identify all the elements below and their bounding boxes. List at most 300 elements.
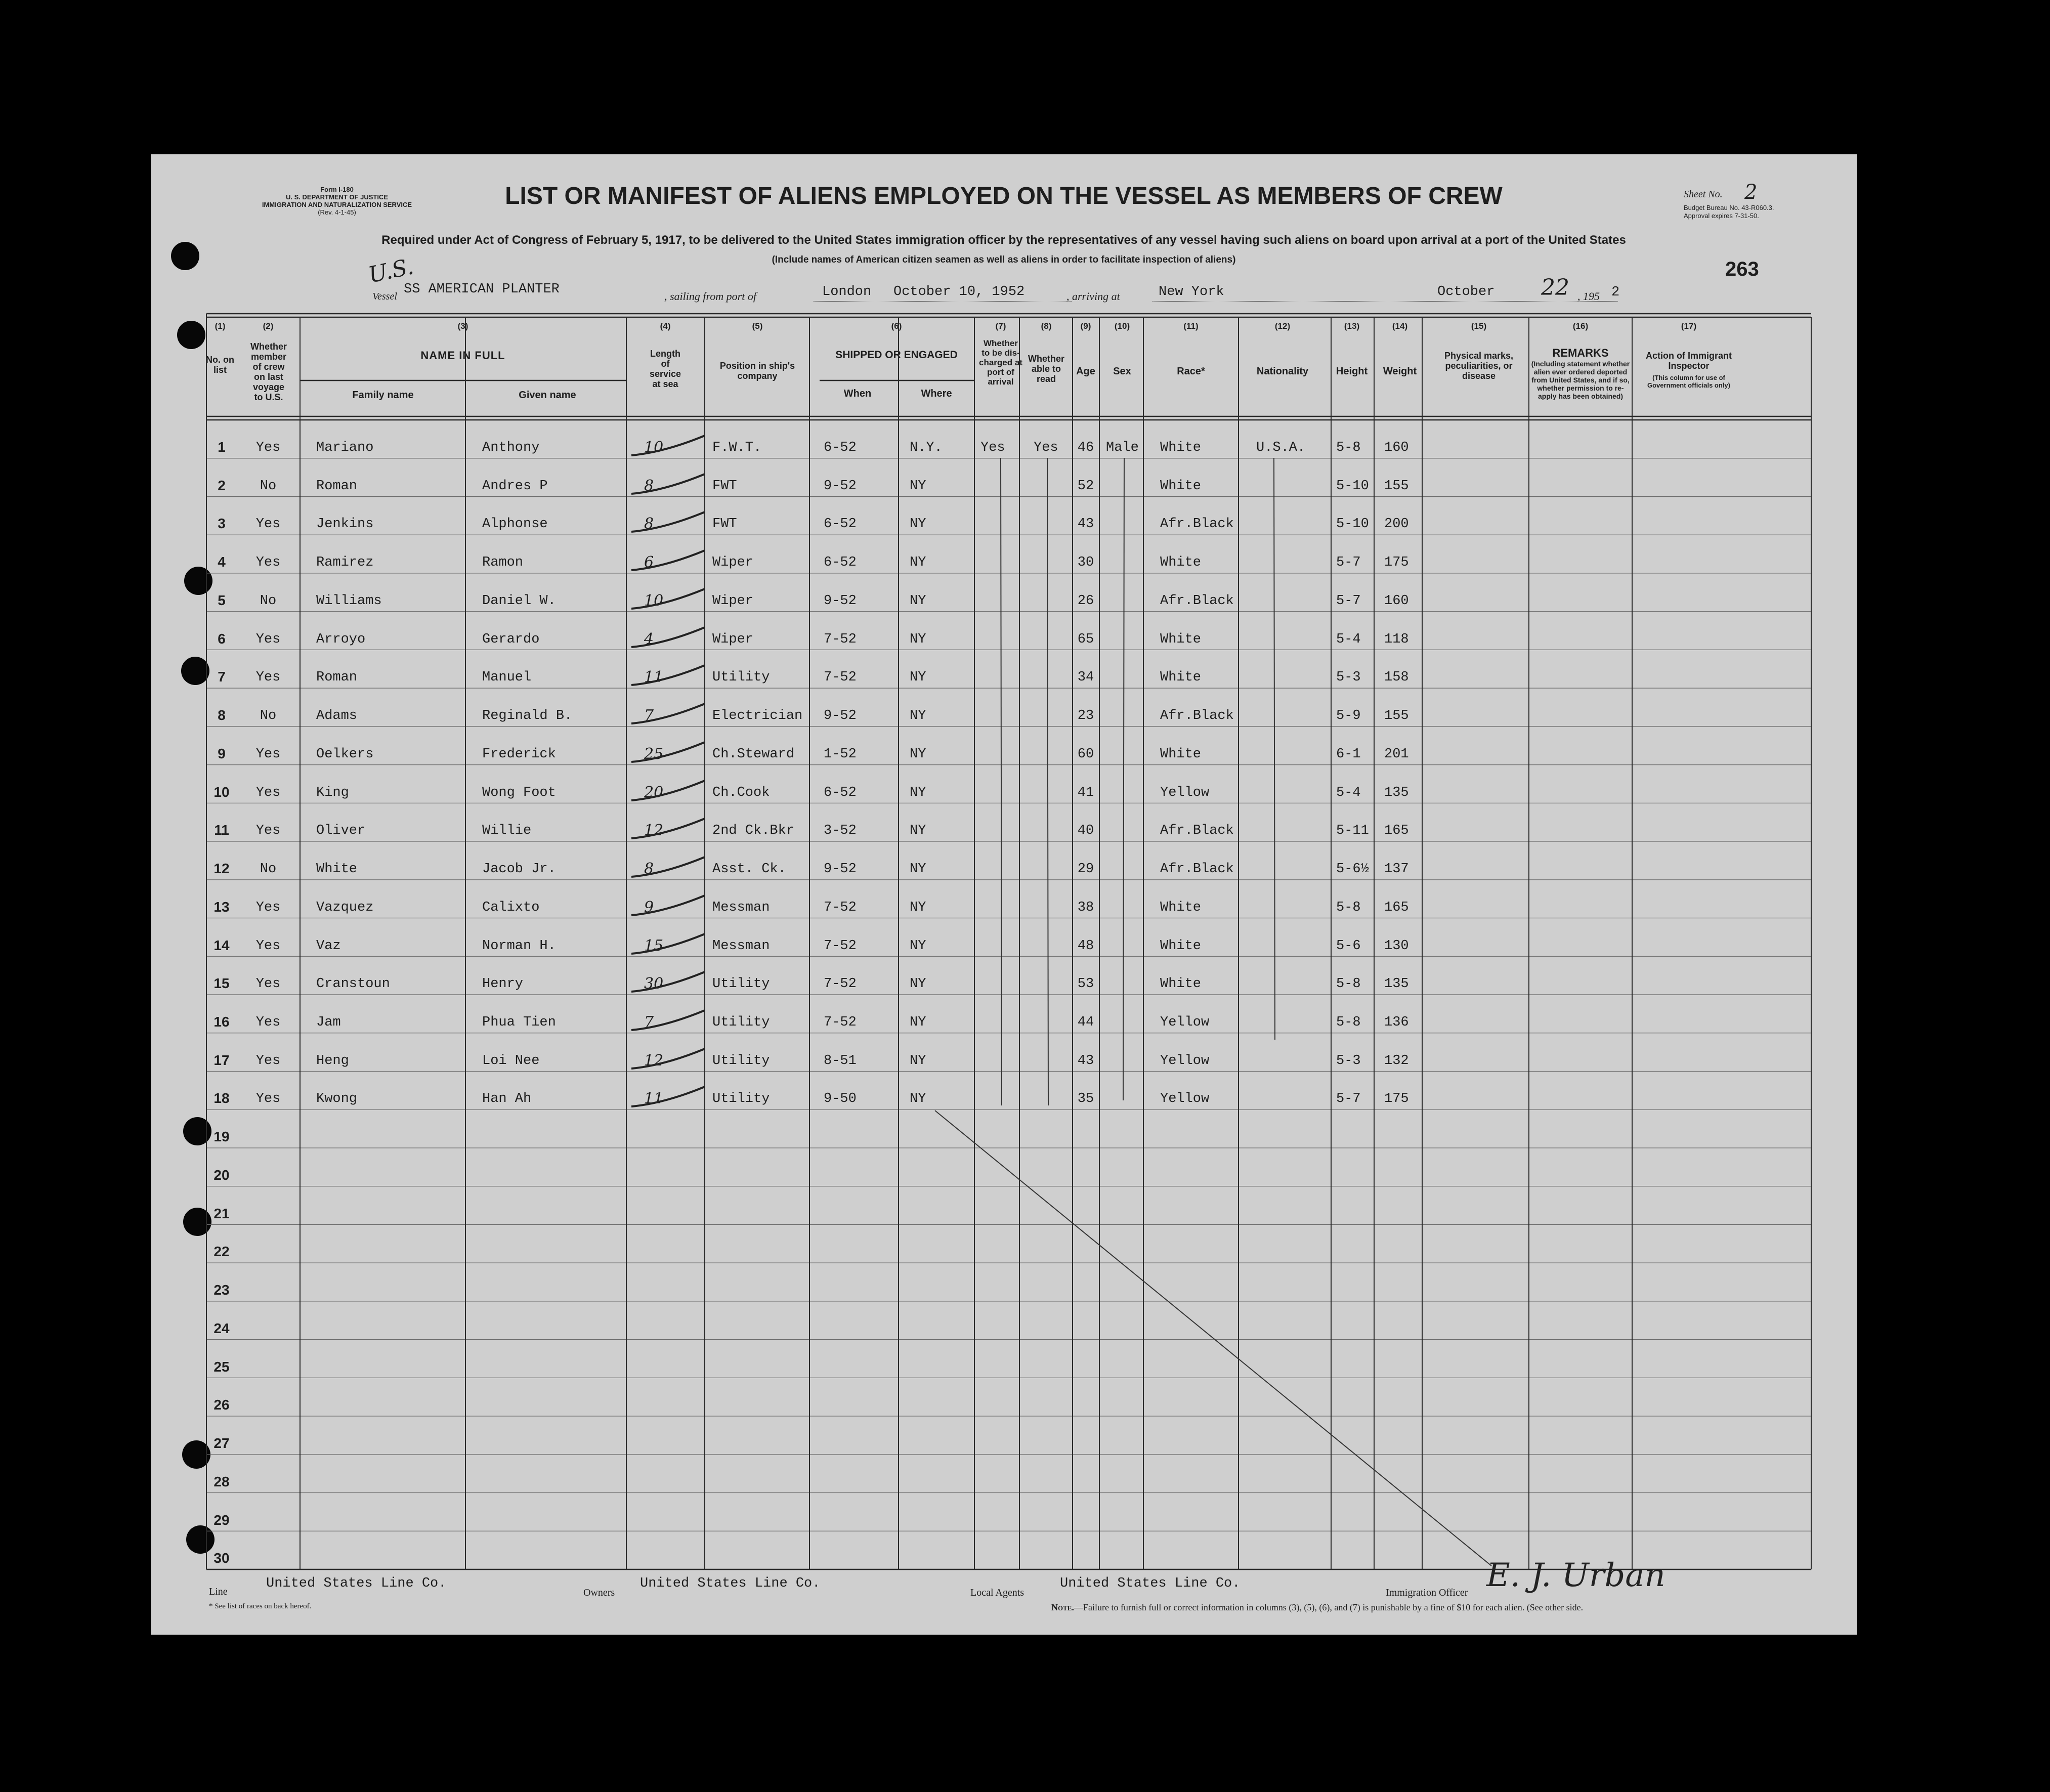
- line-label: Line: [209, 1586, 228, 1597]
- cell-last-voyage: Yes: [255, 631, 281, 647]
- cell-service-length: 10: [644, 439, 664, 456]
- cell-shipped-when: 7-52: [824, 670, 857, 686]
- form-subtitle: Required under Act of Congress of February 5, 1917, to be delivered to the United States immigration officer by the representatives of any vessel having such aliens on board upon arrival at a port of the United States: [381, 233, 1626, 247]
- cell-position: FWT: [712, 478, 737, 494]
- form-subtitle-note: (Include names of American citizen seamen as well as aliens in order to facilitate inspection of aliens): [772, 254, 1236, 265]
- vessel-prefix-handwritten: U.S.: [366, 253, 416, 288]
- cell-position: Utility: [712, 1091, 770, 1107]
- cell-race: Afr.Black: [1160, 862, 1234, 877]
- check-mark: [629, 778, 710, 803]
- row-number: 5: [218, 592, 226, 608]
- cell-last-voyage: Yes: [255, 976, 281, 992]
- cell-age: 40: [1077, 823, 1094, 839]
- cell-position: Wiper: [712, 555, 754, 571]
- col-num: (14): [1392, 321, 1408, 331]
- cell-last-voyage: Yes: [255, 440, 281, 455]
- cell-given-name: Frederick: [482, 746, 556, 762]
- row-number: 11: [214, 822, 229, 838]
- year-prefix: , 195: [1577, 290, 1600, 303]
- cell-height: 6-1: [1336, 746, 1361, 762]
- cell-height: 5-3: [1336, 1053, 1361, 1069]
- cell-shipped-where: NY: [910, 593, 926, 609]
- port-from: London: [822, 284, 872, 300]
- cell-race: White: [1160, 440, 1202, 455]
- sheet-number: 2: [1744, 181, 1758, 204]
- cell-weight: 155: [1384, 708, 1409, 724]
- vessel-name: SS AMERICAN PLANTER: [404, 282, 560, 297]
- cell-shipped-when: 1-52: [824, 746, 857, 762]
- cell-service-length: 20: [644, 783, 664, 801]
- row-number: 30: [213, 1550, 230, 1566]
- cell-last-voyage: No: [260, 478, 277, 494]
- cell-position: Ch.Cook: [712, 785, 770, 800]
- cell-race: Afr.Black: [1160, 708, 1234, 724]
- cell-weight: 137: [1384, 862, 1409, 877]
- cell-shipped-where: NY: [910, 976, 926, 992]
- cell-position: Utility: [712, 1053, 770, 1069]
- cell-given-name: Han Ah: [482, 1091, 532, 1107]
- cell-shipped-when: 6-52: [824, 440, 857, 455]
- cell-race: Yellow: [1160, 1091, 1210, 1107]
- cell-position: Messman: [712, 900, 770, 915]
- cell-service-length: 12: [644, 1051, 664, 1070]
- port-to: New York: [1159, 284, 1224, 300]
- note-label: Note.: [1051, 1602, 1074, 1612]
- cell-service-length: 9: [644, 898, 654, 916]
- cell-age: 30: [1077, 555, 1094, 571]
- cell-last-voyage: No: [260, 862, 277, 877]
- cell-service-length: 8: [644, 477, 654, 495]
- row-number: 15: [213, 975, 230, 992]
- cell-race: Afr.Black: [1160, 823, 1234, 839]
- row-number: 26: [213, 1397, 230, 1413]
- cell-shipped-where: NY: [910, 862, 926, 877]
- cell-weight: 135: [1384, 785, 1409, 800]
- cell-race: White: [1160, 976, 1202, 992]
- cell-service-length: 7: [644, 707, 654, 725]
- department: U. S. DEPARTMENT OF JUSTICE: [286, 193, 388, 201]
- cell-sex: Male: [1106, 440, 1139, 455]
- form-title: LIST OR MANIFEST OF ALIENS EMPLOYED ON THE VESSEL AS MEMBERS OF CREW: [505, 183, 1503, 209]
- header-nationality: Nationality: [1256, 366, 1309, 377]
- header-given-name: Given name: [519, 390, 576, 401]
- row-number: 18: [213, 1090, 230, 1106]
- cell-age: 23: [1077, 708, 1094, 724]
- cell-shipped-when: 9-52: [824, 862, 857, 877]
- check-mark: [629, 1008, 710, 1033]
- cell-service-length: 10: [644, 591, 664, 610]
- cell-service-length: 25: [644, 745, 664, 763]
- col-num: (16): [1572, 321, 1589, 331]
- cell-race: Afr.Black: [1160, 517, 1234, 532]
- cell-age: 26: [1077, 593, 1094, 609]
- row-number: 25: [213, 1358, 230, 1375]
- cell-weight: 200: [1384, 517, 1409, 532]
- cell-position: Messman: [712, 938, 770, 954]
- cell-age: 43: [1077, 517, 1094, 532]
- row-number: 29: [213, 1512, 230, 1528]
- row-number: 20: [213, 1167, 230, 1183]
- cell-family-name: White: [316, 862, 358, 877]
- row-number: 9: [218, 745, 226, 761]
- row-number: 24: [213, 1320, 230, 1336]
- cell-shipped-when: 9-52: [824, 708, 857, 724]
- header-where: Where: [921, 388, 952, 399]
- cell-family-name: Roman: [316, 478, 358, 494]
- cell-shipped-where: NY: [910, 1053, 926, 1069]
- cell-race: Yellow: [1160, 785, 1210, 800]
- cell-last-voyage: Yes: [255, 938, 281, 954]
- cell-shipped-where: NY: [910, 708, 926, 724]
- cell-age: 38: [1077, 900, 1094, 915]
- cell-shipped-where: NY: [910, 517, 926, 532]
- officer-signature: E. J. Urban: [1486, 1557, 1665, 1594]
- cell-position: FWT: [712, 517, 737, 532]
- row-number: 19: [213, 1129, 230, 1145]
- check-mark: [629, 1046, 710, 1072]
- manifest-page: [151, 154, 1857, 1635]
- check-mark: [629, 701, 710, 727]
- cell-race: White: [1160, 938, 1202, 954]
- year-digit: 2: [1611, 285, 1620, 300]
- cell-height: 5-11: [1336, 823, 1369, 839]
- cell-race: White: [1160, 478, 1202, 494]
- cell-family-name: Cranstoun: [316, 976, 390, 992]
- cell-shipped-when: 6-52: [824, 517, 857, 532]
- cell-age: 48: [1077, 938, 1094, 954]
- cell-weight: 175: [1384, 1091, 1409, 1107]
- header-family-name: Family name: [352, 390, 414, 401]
- row-number: 17: [213, 1052, 230, 1068]
- cell-last-voyage: Yes: [255, 517, 281, 532]
- cell-position: Utility: [712, 670, 770, 686]
- cell-given-name: Norman H.: [482, 938, 556, 954]
- cell-given-name: Jacob Jr.: [482, 862, 556, 877]
- header-action: Action of Immigrant Inspector: [1646, 351, 1732, 371]
- cell-shipped-when: 9-50: [824, 1091, 857, 1107]
- cell-last-voyage: Yes: [255, 900, 281, 915]
- check-mark: [629, 433, 710, 458]
- row-number: 22: [213, 1244, 230, 1260]
- cell-position: Wiper: [712, 593, 754, 609]
- cell-shipped-when: 8-51: [824, 1053, 857, 1069]
- col-num: (15): [1471, 321, 1487, 331]
- cell-last-voyage: Yes: [255, 1091, 281, 1107]
- cell-nationality: U.S.A.: [1256, 440, 1306, 455]
- cell-height: 5-8: [1336, 1015, 1361, 1030]
- cell-family-name: King: [316, 785, 349, 800]
- date-from: October 10, 1952: [893, 284, 1025, 300]
- cell-weight: 165: [1384, 823, 1409, 839]
- cell-last-voyage: Yes: [255, 1015, 281, 1030]
- agents-label: Local Agents: [970, 1587, 1024, 1598]
- cell-service-length: 12: [644, 822, 664, 840]
- cell-discharged: Yes: [980, 440, 1005, 455]
- cell-shipped-where: NY: [910, 670, 926, 686]
- col-num: (4): [660, 321, 671, 331]
- cell-shipped-when: 6-52: [824, 785, 857, 800]
- cell-shipped-where: NY: [910, 900, 926, 915]
- row-number: 28: [213, 1473, 230, 1489]
- agents-value: United States Line Co.: [1060, 1576, 1241, 1591]
- row-number: 1: [218, 439, 226, 455]
- cell-race: Afr.Black: [1160, 593, 1234, 609]
- cell-family-name: Vazquez: [316, 900, 374, 915]
- header-no-on-list: No. on list: [206, 355, 234, 375]
- cell-given-name: Daniel W.: [482, 593, 556, 609]
- cell-age: 60: [1077, 746, 1094, 762]
- owners-value: United States Line Co.: [640, 1576, 821, 1591]
- cell-shipped-where: NY: [910, 555, 926, 571]
- header-physical: Physical marks, peculiarities, or disease: [1444, 351, 1514, 381]
- cell-position: Electrician: [712, 708, 803, 724]
- row-number: 10: [213, 784, 230, 800]
- cell-position: Utility: [712, 976, 770, 992]
- cell-weight: 130: [1384, 938, 1409, 954]
- cell-last-voyage: No: [260, 593, 277, 609]
- check-mark: [629, 931, 710, 957]
- cell-family-name: Vaz: [316, 938, 341, 954]
- check-mark: [629, 1084, 710, 1110]
- officer-label: Immigration Officer: [1386, 1587, 1468, 1598]
- line-value: United States Line Co.: [266, 1576, 447, 1591]
- cell-weight: 175: [1384, 555, 1409, 571]
- header-discharged: Whether to be dis-charged at port of arrival: [979, 338, 1022, 387]
- cell-age: 44: [1077, 1015, 1094, 1030]
- cell-service-length: 8: [644, 860, 654, 878]
- col-num: (8): [1041, 321, 1052, 331]
- col-num: (6): [891, 321, 902, 331]
- cell-shipped-when: 9-52: [824, 478, 857, 494]
- col-num: (3): [457, 321, 468, 331]
- cell-weight: 132: [1384, 1053, 1409, 1069]
- cell-last-voyage: Yes: [255, 555, 281, 571]
- cell-given-name: Anthony: [482, 440, 540, 455]
- cell-height: 5-8: [1336, 976, 1361, 992]
- col-num: (1): [215, 321, 226, 331]
- cell-weight: 160: [1384, 593, 1409, 609]
- cell-height: 5-7: [1336, 555, 1361, 571]
- cell-position: Ch.Steward: [712, 746, 795, 762]
- cell-given-name: Alphonse: [482, 517, 548, 532]
- header-height: Height: [1336, 366, 1368, 377]
- arriving-label: , arriving at: [1066, 290, 1120, 303]
- row-number: 6: [218, 630, 226, 647]
- cell-family-name: Jam: [316, 1015, 341, 1030]
- cell-weight: 165: [1384, 900, 1409, 915]
- row-number: 14: [213, 937, 230, 953]
- row-number: 8: [218, 707, 226, 723]
- row-number: 13: [213, 899, 230, 915]
- check-mark: [629, 816, 710, 841]
- cell-service-length: 6: [644, 553, 654, 572]
- row-number: 4: [218, 554, 226, 570]
- cell-height: 5-7: [1336, 593, 1361, 609]
- header-last-voyage: Whether member of crew on last voyage to U.S.: [250, 342, 287, 402]
- cell-age: 52: [1077, 478, 1094, 494]
- cell-shipped-where: NY: [910, 1091, 926, 1107]
- cell-height: 5-6: [1336, 938, 1361, 954]
- cell-last-voyage: Yes: [255, 1053, 281, 1069]
- races-note: * See list of races on back hereof.: [209, 1602, 312, 1610]
- cell-race: Yellow: [1160, 1015, 1210, 1030]
- cell-family-name: Heng: [316, 1053, 349, 1069]
- check-mark: [629, 969, 710, 995]
- cell-race: White: [1160, 555, 1202, 571]
- stamp-number: 263: [1725, 258, 1759, 280]
- cell-shipped-when: 7-52: [824, 1015, 857, 1030]
- cell-service-length: 4: [644, 630, 654, 648]
- cell-height: 5-9: [1336, 708, 1361, 724]
- cell-age: 29: [1077, 862, 1094, 877]
- sheet-label: Sheet No.: [1684, 189, 1723, 200]
- cell-age: 43: [1077, 1053, 1094, 1069]
- revision: (Rev. 4-1-45): [318, 208, 356, 216]
- cell-given-name: Phua Tien: [482, 1015, 556, 1030]
- service: IMMIGRATION AND NATURALIZATION SERVICE: [262, 201, 412, 208]
- cell-family-name: Arroyo: [316, 631, 366, 647]
- cell-service-length: 30: [644, 975, 664, 993]
- col-num: (17): [1681, 321, 1697, 331]
- cell-last-voyage: Yes: [255, 746, 281, 762]
- cell-height: 5-10: [1336, 478, 1369, 494]
- col-num: (12): [1274, 321, 1291, 331]
- ledger-grid: [151, 154, 1857, 1635]
- header-when: When: [843, 388, 872, 399]
- cell-given-name: Reginald B.: [482, 708, 573, 724]
- cell-race: White: [1160, 900, 1202, 915]
- cell-height: 5-4: [1336, 631, 1361, 647]
- cell-family-name: Ramirez: [316, 555, 374, 571]
- cell-race: White: [1160, 631, 1202, 647]
- arrival-day: 22: [1541, 275, 1569, 301]
- fine-note: [1051, 1602, 1583, 1613]
- cell-shipped-when: 7-52: [824, 900, 857, 915]
- cell-given-name: Wong Foot: [482, 785, 556, 800]
- cell-weight: 118: [1384, 631, 1409, 647]
- cell-last-voyage: Yes: [255, 670, 281, 686]
- cell-shipped-where: NY: [910, 785, 926, 800]
- row-number: 23: [213, 1282, 230, 1298]
- cell-last-voyage: Yes: [255, 785, 281, 800]
- sailing-label: , sailing from port of: [664, 290, 756, 303]
- header-weight: Weight: [1383, 366, 1417, 377]
- cell-age: 34: [1077, 670, 1094, 686]
- cell-given-name: Loi Nee: [482, 1053, 540, 1069]
- cell-weight: 158: [1384, 670, 1409, 686]
- row-number: 7: [218, 669, 226, 685]
- cell-family-name: Oelkers: [316, 746, 374, 762]
- check-mark: [629, 586, 710, 612]
- cell-given-name: Henry: [482, 976, 524, 992]
- cell-shipped-where: NY: [910, 938, 926, 954]
- header-position: Position in ship's company: [719, 361, 795, 381]
- cell-age: 46: [1077, 440, 1094, 455]
- cell-weight: 201: [1384, 746, 1409, 762]
- header-name-in-full: NAME IN FULL: [420, 349, 505, 362]
- cell-able-to-read: Yes: [1034, 440, 1058, 455]
- check-mark: [629, 509, 710, 535]
- cell-position: Asst. Ck.: [712, 862, 786, 877]
- check-mark: [629, 855, 710, 880]
- cell-position: Wiper: [712, 631, 754, 647]
- col-num: (2): [263, 321, 274, 331]
- check-mark: [629, 548, 710, 573]
- cell-shipped-where: NY: [910, 823, 926, 839]
- cell-given-name: Willie: [482, 823, 532, 839]
- cell-race: Yellow: [1160, 1053, 1210, 1069]
- cell-given-name: Gerardo: [482, 631, 540, 647]
- cell-race: White: [1160, 746, 1202, 762]
- row-number: 21: [213, 1205, 230, 1221]
- cell-shipped-when: 7-52: [824, 631, 857, 647]
- arrival-month: October: [1437, 284, 1495, 300]
- cell-weight: 135: [1384, 976, 1409, 992]
- cell-service-length: 8: [644, 515, 654, 533]
- cell-height: 5-4: [1336, 785, 1361, 800]
- cell-service-length: 11: [644, 1090, 664, 1108]
- cell-weight: 160: [1384, 440, 1409, 455]
- cell-height: 5-10: [1336, 517, 1369, 532]
- cell-weight: 155: [1384, 478, 1409, 494]
- cell-weight: 136: [1384, 1015, 1409, 1030]
- cell-given-name: Manuel: [482, 670, 532, 686]
- cell-height: 5-8: [1336, 900, 1361, 915]
- cell-family-name: Jenkins: [316, 517, 374, 532]
- cell-family-name: Roman: [316, 670, 358, 686]
- cell-last-voyage: Yes: [255, 823, 281, 839]
- check-mark: [629, 663, 710, 688]
- cell-given-name: Ramon: [482, 555, 524, 571]
- header-age: Age: [1076, 366, 1095, 377]
- header-able-read: Whether able to read: [1028, 354, 1064, 384]
- cell-age: 35: [1077, 1091, 1094, 1107]
- check-mark: [629, 625, 710, 650]
- row-number: 3: [218, 516, 226, 532]
- header-action-note: (This column for use of Government officials only): [1647, 374, 1730, 389]
- cell-height: 5-3: [1336, 670, 1361, 686]
- cell-age: 65: [1077, 631, 1094, 647]
- cell-shipped-where: N.Y.: [910, 440, 943, 455]
- col-num: (10): [1114, 321, 1130, 331]
- cell-shipped-when: 6-52: [824, 555, 857, 571]
- cell-service-length: 15: [644, 936, 664, 955]
- col-num: (9): [1080, 321, 1091, 331]
- col-num: (13): [1344, 321, 1360, 331]
- header-shipped: SHIPPED OR ENGAGED: [835, 349, 958, 361]
- cell-age: 41: [1077, 785, 1094, 800]
- cell-family-name: Oliver: [316, 823, 366, 839]
- cell-shipped-when: 3-52: [824, 823, 857, 839]
- cell-shipped-where: NY: [910, 631, 926, 647]
- row-number: 12: [213, 861, 230, 877]
- cell-family-name: Mariano: [316, 440, 374, 455]
- cell-race: White: [1160, 670, 1202, 686]
- cell-shipped-where: NY: [910, 746, 926, 762]
- cell-family-name: Kwong: [316, 1091, 358, 1107]
- cell-shipped-when: 7-52: [824, 938, 857, 954]
- check-mark: [629, 472, 710, 497]
- vessel-label: Vessel: [372, 291, 397, 302]
- cell-position: F.W.T.: [712, 440, 762, 455]
- header-length-service: Length of service at sea: [649, 349, 681, 389]
- cell-height: 5-6½: [1336, 862, 1369, 877]
- cell-family-name: Adams: [316, 708, 358, 724]
- form-number: Form I-180: [320, 186, 354, 193]
- cell-shipped-where: NY: [910, 478, 926, 494]
- col-num: (11): [1183, 321, 1199, 331]
- cell-position: 2nd Ck.Bkr: [712, 823, 795, 839]
